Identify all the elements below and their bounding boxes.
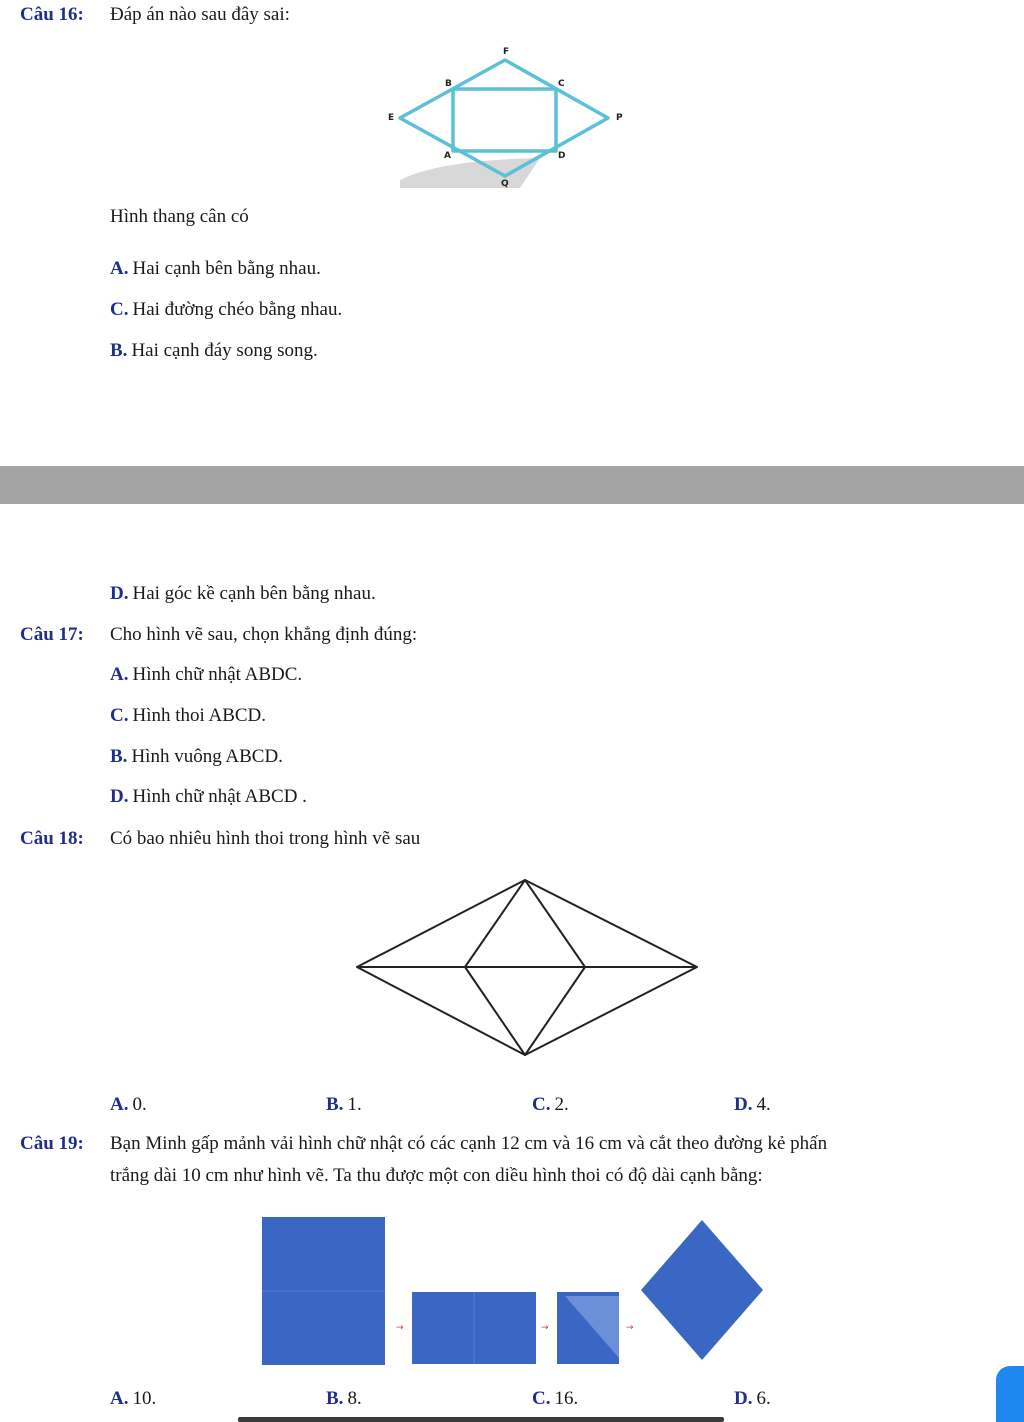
option-text: Hai cạnh bên bằng nhau. xyxy=(132,258,321,279)
option-text: Hình chữ nhật ABDC. xyxy=(132,664,303,685)
q17-text: Cho hình vẽ sau, chọn khẳng định đúng: xyxy=(110,624,418,645)
option-letter: D. xyxy=(110,583,129,604)
q16-text: Đáp án nào sau đây sai: xyxy=(110,4,290,25)
label-d: D xyxy=(558,151,566,161)
q17-option-a xyxy=(110,664,302,686)
option-letter: C. xyxy=(532,1094,551,1115)
option-text: 8. xyxy=(347,1388,362,1409)
option-text: 16. xyxy=(554,1388,579,1409)
q19-figure xyxy=(255,1210,775,1370)
option-text: 10. xyxy=(132,1388,157,1409)
option-text: Hình chữ nhật ABCD . xyxy=(132,786,307,807)
q18-option-d xyxy=(734,1094,771,1116)
option-text: 2. xyxy=(554,1094,569,1115)
q18-text: Có bao nhiêu hình thoi trong hình vẽ sau xyxy=(110,828,421,849)
label-b: B xyxy=(445,79,452,89)
q16-option-d xyxy=(110,583,376,605)
option-text: Hai cạnh đáy song song. xyxy=(131,340,318,361)
option-letter: B. xyxy=(326,1094,344,1115)
option-text: Hình vuông ABCD. xyxy=(131,746,283,767)
floating-action-tab[interactable] xyxy=(996,1366,1024,1422)
option-letter: D. xyxy=(734,1094,753,1115)
q16-stem: Hình thang cân có xyxy=(110,206,249,227)
option-letter: B. xyxy=(326,1388,344,1409)
arrow-icon: → xyxy=(396,1323,404,1333)
q17-option-b xyxy=(110,746,283,768)
q19-option-a xyxy=(110,1388,156,1410)
option-letter: D. xyxy=(734,1388,753,1409)
page-break-band xyxy=(0,466,1024,504)
q18-option-c xyxy=(532,1094,569,1116)
inner-rectangle xyxy=(453,89,556,151)
option-text: 6. xyxy=(756,1388,771,1409)
q19-option-c xyxy=(532,1388,578,1410)
q16-number: Câu 16: xyxy=(20,4,84,25)
q19-text-line2: trắng dài 10 cm như hình vẽ. Ta thu được một con diều hình thoi có độ dài cạnh bằng: xyxy=(110,1165,763,1186)
option-letter: B. xyxy=(110,340,128,361)
q19-option-d xyxy=(734,1388,771,1410)
q19-text-line1: Bạn Minh gấp mảnh vải hình chữ nhật có các cạnh 12 cm và 16 cm và cắt theo đường kẻ phấn xyxy=(110,1133,828,1154)
option-text: 1. xyxy=(347,1094,362,1115)
option-letter: D. xyxy=(110,786,129,807)
option-letter: A. xyxy=(110,258,129,279)
option-letter: B. xyxy=(110,746,128,767)
option-letter: C. xyxy=(110,705,129,726)
option-letter: C. xyxy=(110,299,129,320)
q17-number: Câu 17: xyxy=(20,624,84,645)
q18-option-a xyxy=(110,1094,147,1116)
q18-number: Câu 18: xyxy=(20,828,84,849)
option-text: Hình thoi ABCD. xyxy=(132,705,267,726)
option-text: Hai góc kề cạnh bên bằng nhau. xyxy=(132,583,376,604)
label-a: A xyxy=(444,151,451,161)
kite-rhombus xyxy=(641,1220,763,1360)
q16-option-a xyxy=(110,258,321,280)
outer-rhombus xyxy=(400,60,608,176)
q16-option-c xyxy=(110,299,342,321)
home-indicator-bar[interactable] xyxy=(238,1417,724,1422)
q18-figure xyxy=(350,875,702,1060)
label-e: E xyxy=(388,113,395,123)
q19-number: Câu 19: xyxy=(20,1133,84,1154)
option-text: Hai đường chéo bằng nhau. xyxy=(132,299,343,320)
q18-option-b xyxy=(326,1094,362,1116)
q16-option-b xyxy=(110,340,318,362)
option-text: 0. xyxy=(132,1094,147,1115)
option-letter: A. xyxy=(110,664,129,685)
q16-figure xyxy=(360,40,660,200)
q17-option-d xyxy=(110,786,307,808)
q17-option-c xyxy=(110,705,266,727)
label-p: P xyxy=(616,113,623,123)
label-f: F xyxy=(503,47,510,57)
option-text: 4. xyxy=(756,1094,771,1115)
arrow-icon: → xyxy=(541,1323,549,1333)
option-letter: C. xyxy=(532,1388,551,1409)
shadow-shape xyxy=(400,158,540,188)
label-c: C xyxy=(558,79,565,89)
q19-option-b xyxy=(326,1388,362,1410)
option-letter: A. xyxy=(110,1094,129,1115)
arrow-icon: → xyxy=(626,1323,634,1333)
label-q: Q xyxy=(501,179,509,189)
option-letter: A. xyxy=(110,1388,129,1409)
